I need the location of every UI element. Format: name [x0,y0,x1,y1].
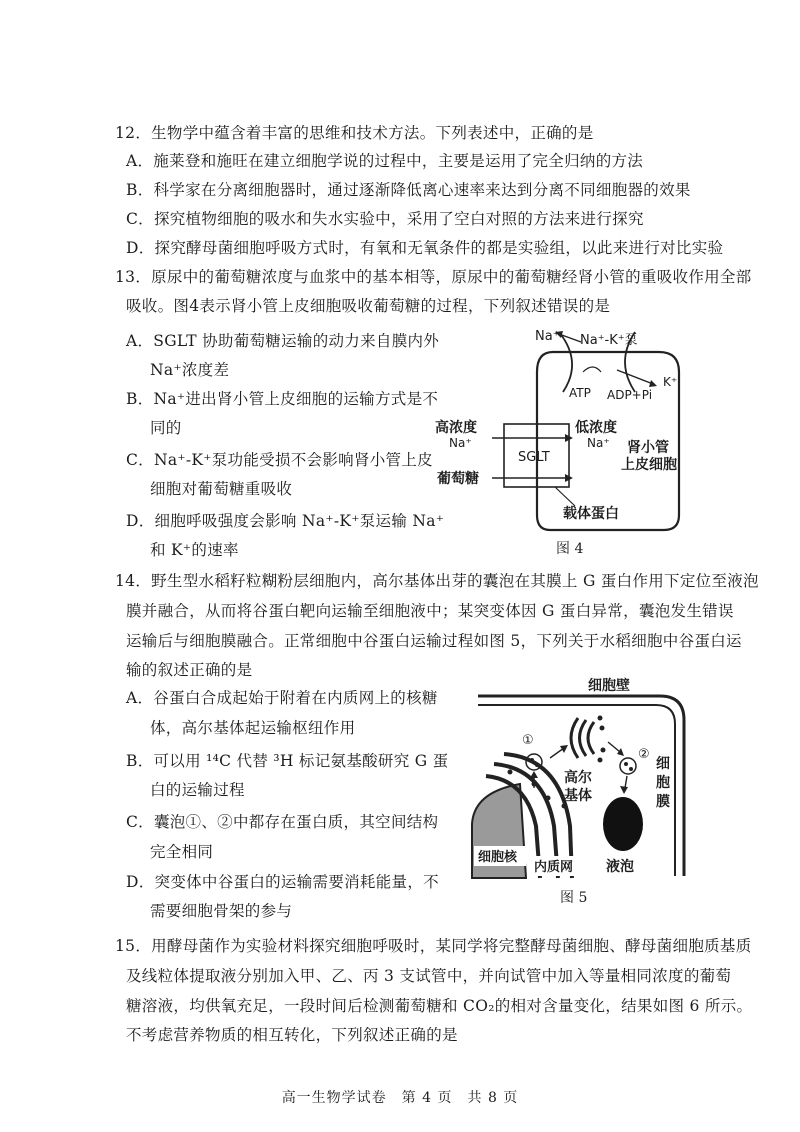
vacuole-shape [603,797,643,851]
q13-option-b-line2: 同的 [150,419,182,437]
q14-stem-line3: 运输后与细胞膜融合。正常细胞中谷蛋白运输过程如图 5，下列关于水稻细胞中谷蛋白运 [126,632,742,650]
glucose-label: 葡萄糖 [437,471,479,487]
carrier-label: 载体蛋白 [563,506,619,522]
q14-option-d-line2: 需要细胞骨架的参与 [150,902,293,920]
k-in-label: K⁺ [663,375,678,389]
figure-4-caption: 图 4 [556,541,584,557]
cell-label-line2: 上皮细胞 [621,457,677,473]
q12-option-b: B．科学家在分离细胞器时，通过逐渐降低离心速率来达到分离不同细胞器的效果 [126,181,691,199]
k-in-arrow [617,370,653,384]
q13-stem-line1: 13．原尿中的葡萄糖浓度与血浆中的基本相等，原尿中的葡萄糖经肾小管的重吸收作用全部 [115,268,752,286]
vesicle-to-vacuole-arrowhead [620,786,628,794]
q14-option-b-line2: 白的运输过程 [150,781,245,799]
pump-left-curve [559,332,572,392]
q14-option-c-line1: C．囊泡①、②中都存在蛋白质，其空间结构 [126,813,439,831]
er-label: 内质网 [534,860,574,875]
q12-option-a: A．施莱登和施旺在建立细胞学说的过程中，主要是运用了完全归纳的方法 [126,152,644,170]
ribosome-dot [508,770,513,775]
golgi-label-line2: 基体 [564,788,592,804]
ribosome-dot [562,804,567,809]
carrier-pointer [555,487,575,506]
cell-wall-label: 细胞壁 [588,678,630,694]
q15-stem-line4: 不考虑营养物质的相互转化，下列叙述正确的是 [126,1026,458,1044]
q14-stem-line2: 膜并融合，从而将谷蛋白靶向运输至细胞液中；某突变体因 G 蛋白异常，囊泡发生错误 [126,602,734,620]
cell-membrane-label-1: 细 [656,756,670,772]
figure-4-diagram [435,320,705,535]
vesicle-to-vacuole-arrow [625,776,627,788]
cell-membrane-label-2: 胞 [656,775,670,791]
q12-stem: 12．生物学中蕴含着丰富的思维和技术方法。下列表述中，正确的是 [115,124,594,142]
q14-stem-line4: 输的叙述正确的是 [126,661,253,679]
q13-option-a-line2: Na⁺浓度差 [150,361,230,379]
cell-membrane-label-3: 膜 [656,794,670,810]
pump-label: Na⁺-K⁺泵 [580,333,638,348]
high-na-label: Na⁺ [449,436,472,450]
q13-option-d-line1: D．细胞呼吸强度会影响 Na⁺-K⁺泵运输 Na⁺ [126,512,445,530]
q14-option-a-line2: 体，高尔基体起运输枢纽作用 [150,719,356,737]
vesicle-2-label: ② [638,747,650,762]
golgi-cisterna [588,722,594,754]
atp-label: ATP [569,386,591,400]
nucleus-label: 细胞核 [478,850,518,865]
vesicle-to-golgi-arrowhead [560,745,568,753]
k-in-arrowhead [649,380,657,387]
low-na-label: Na⁺ [587,436,610,450]
golgi-cisterna [571,718,578,758]
low-concentration-label: 低浓度 [575,420,617,436]
q15-stem-line2: 及线粒体提取液分别加入甲、乙、丙 3 支试管中，并向试管中加入等量相同浓度的葡萄 [126,967,732,985]
figure-5-diagram [460,676,705,880]
q13-option-c-line1: C．Na⁺-K⁺泵功能受损不会影响肾小管上皮 [126,451,433,469]
q14-option-d-line1: D．突变体中谷蛋白的运输需要消耗能量，不 [126,873,439,891]
q15-stem-line1: 15．用酵母菌作为实验材料探究细胞呼吸时，某同学将完整酵母菌细胞、酵母菌细胞质基质 [115,937,752,955]
q13-option-c-line2: 细胞对葡萄糖重吸收 [150,480,293,498]
na-out-label: Na⁺ [535,329,560,344]
q14-option-b-line1: B．可以用 ¹⁴C 代替 ³H 标记氨基酸研究 G 蛋 [126,752,449,770]
q14-stem-line1: 14．野生型水稻籽粒糊粉层细胞内，高尔基体出芽的囊泡在其膜上 G 蛋白作用下定位至液泡 [115,572,759,590]
q13-option-d-line2: 和 K⁺的速率 [150,541,239,559]
vesicle-2-dot [624,762,628,766]
q13-option-b-line1: B．Na⁺进出肾小管上皮细胞的运输方式是不 [126,390,439,408]
vacuole-label: 液泡 [606,859,634,875]
ribosome-dot [546,796,551,801]
figure-5-caption: 图 5 [560,890,588,906]
golgi-vesicle-dot [600,726,605,731]
golgi-cisterna [580,720,587,756]
golgi-vesicle-dot [601,748,606,753]
vesicle-2-dot [629,767,633,771]
vesicle-to-golgi-arrow [550,748,564,758]
vesicle-1-dot [530,758,534,762]
sglt-label: SGLT [518,450,550,465]
page-footer: 高一生物学试卷 第 4 页 共 8 页 [281,1090,519,1106]
high-concentration-label: 高浓度 [435,420,477,436]
cell-label-line1: 肾小管 [627,440,669,456]
golgi-vesicle-dot [598,758,603,763]
atp-arrow [583,367,601,372]
q15-stem-line3: 糖溶液，均供氧充足，一段时间后检测葡萄糖和 CO₂的相对含量变化，结果如图 6 所示。 [126,997,753,1015]
q12-option-c: C．探究植物细胞的吸水和失水实验中，采用了空白对照的方法来进行探究 [126,210,644,228]
golgi-to-vesicle-arrowhead [617,748,624,756]
adp-label: ADP+Pi [607,388,653,402]
q14-option-c-line2: 完全相同 [150,843,214,861]
q14-option-a-line1: A．谷蛋白合成起始于附着在内质网上的核糖 [126,689,438,707]
golgi-vesicle-dot [598,716,603,721]
er-to-vesicle-arrowhead [530,771,538,778]
vesicle-1-dot [535,763,539,767]
q13-stem-line2: 吸收。图4表示肾小管上皮细胞吸收葡萄糖的过程，下列叙述错误的是 [126,297,611,315]
golgi-to-vesicle-arrow [608,742,620,752]
q12-option-d: D．探究酵母菌细胞呼吸方式时，有氧和无氧条件的都是实验组，以此来进行对比实验 [126,239,724,257]
golgi-label-line1: 高尔 [564,770,592,786]
vesicle-2 [620,758,636,774]
q13-option-a-line1: A．SGLT 协助葡萄糖运输的动力来自膜内外 [126,332,440,350]
vesicle-1-label: ① [522,733,534,748]
